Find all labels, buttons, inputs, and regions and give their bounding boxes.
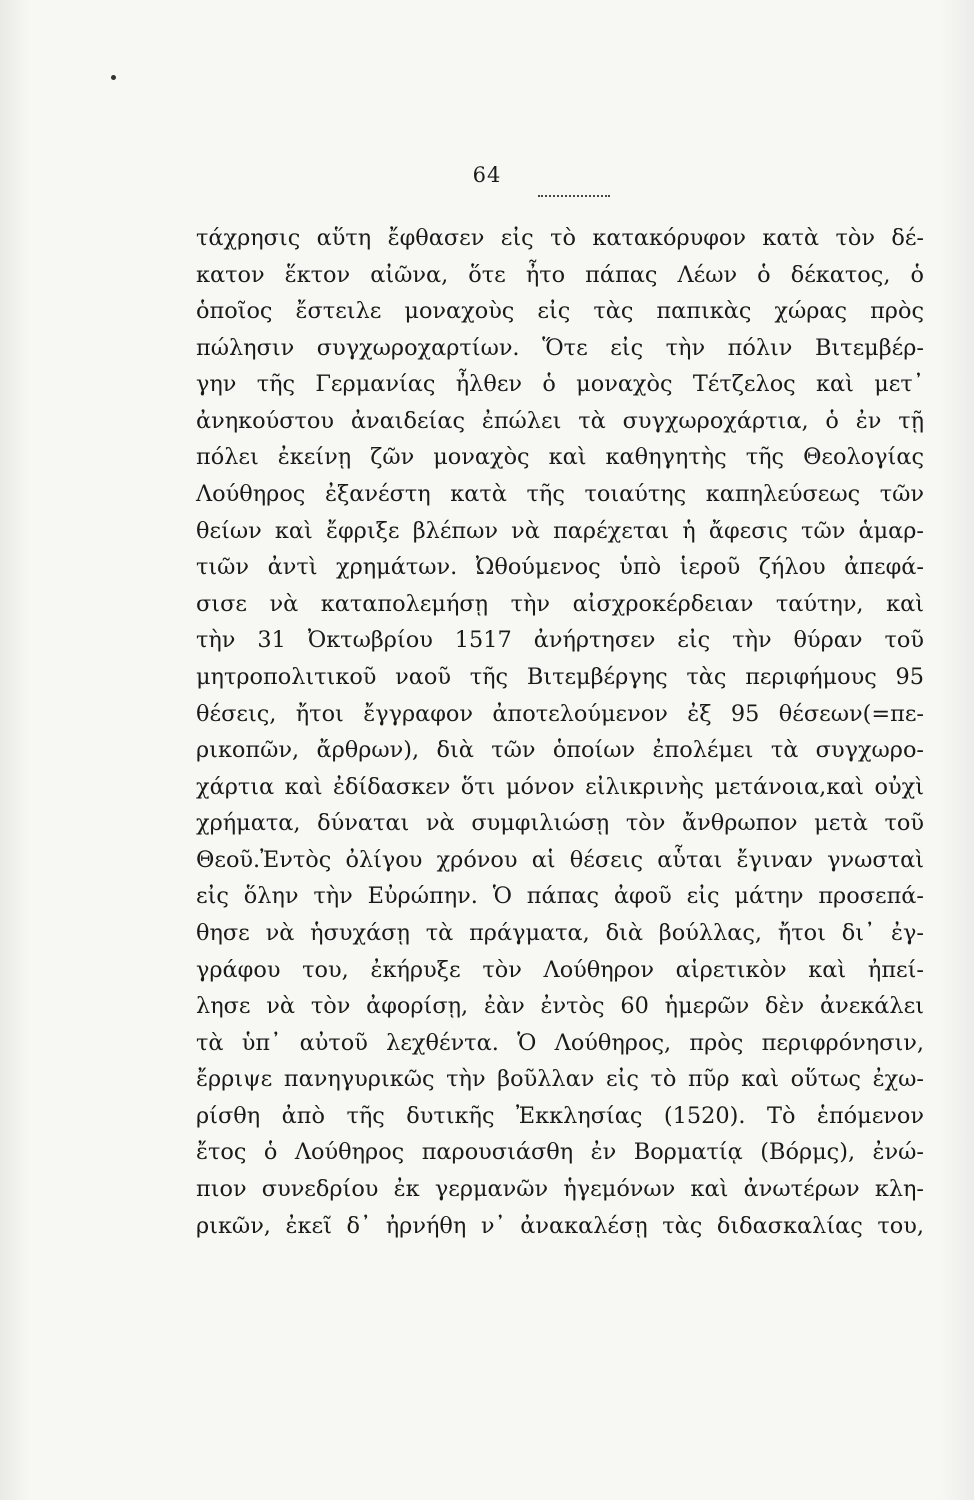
text-line: θησε νὰ ἡσυχάσῃ τὰ πράγματα, διὰ βούλλας, ἤτοι δι᾽ ἐγ-	[196, 919, 924, 946]
text-line: χρήματα, δύναται νὰ συμφιλιώσῃ τὸν ἄνθρωπον μετὰ τοῦ	[196, 810, 924, 837]
text-line: πιον συνεδρίου ἐκ γερμανῶν ἡγεμόνων καὶ ἀνωτέρων κλη-	[196, 1176, 924, 1203]
text-line: τιῶν ἀντὶ χρημάτων. Ὠθούμενος ὑπὸ ἱεροῦ ζήλου ἀπεφά-	[196, 554, 924, 581]
text-line: τὰ ὑπ᾽ αὐτοῦ λεχθέντα. Ὁ Λούθηρος, πρὸς περιφρόνησιν,	[196, 1029, 924, 1056]
text-line: πόλει ἐκείνῃ ζῶν μοναχὸς καὶ καθηγητὴς τῆς Θεολογίας	[196, 444, 924, 471]
text-line: Θεοῦ.Ἐντὸς ὀλίγου χρόνου αἱ θέσεις αὗται ἔγιναν γνωσταὶ	[196, 846, 924, 873]
text-line: πώλησιν συγχωροχαρτίων. Ὅτε εἰς τὴν πόλιν Βιτεμβέρ-	[196, 334, 924, 361]
text-line: τὴν 31 Ὀκτωβρίου 1517 ἀνήρτησεν εἰς τὴν θύραν τοῦ	[196, 627, 924, 654]
text-line: ρικοπῶν, ἄρθρων), διὰ τῶν ὁποίων ἐπολέμει τὰ συγχωρο-	[196, 737, 924, 764]
text-line: ὁποῖος ἔστειλε μοναχοὺς εἰς τὰς παπικὰς χώρας πρὸς	[196, 298, 924, 325]
text-line: θείων καὶ ἔφριξε βλέπων νὰ παρέχεται ἡ ἄφεσις τῶν ἁμαρ-	[196, 517, 924, 544]
text-line: θέσεις, ἤτοι ἔγγραφον ἀποτελούμενον ἐξ 95 θέσεων(=πε-	[196, 700, 924, 727]
text-line: ἔρριψε πανηγυρικῶς τὴν βοῦλλαν εἰς τὸ πῦρ καὶ οὕτως ἐχω-	[196, 1066, 924, 1093]
text-line: τάχρησις αὕτη ἔφθασεν εἰς τὸ κατακόρυφον κατὰ τὸν δέ-	[196, 225, 924, 251]
text-line: ἔτος ὁ Λούθηρος παρουσιάσθη ἐν Βορματίᾳ (Βόρμς), ἐνώ-	[196, 1139, 924, 1166]
text-line: χάρτια καὶ ἐδίδασκεν ὅτι μόνον εἰλικρινὴς μετάνοια,καὶ οὐχὶ	[196, 773, 924, 800]
page-number: 64	[472, 163, 502, 187]
text-line: σισε νὰ καταπολεμήσῃ τὴν αἰσχροκέρδειαν ταύτην, καὶ	[196, 590, 924, 617]
text-line: κατον ἕκτον αἰῶνα, ὅτε ἦτο πάπας Λέων ὁ δέκατος, ὁ	[196, 261, 924, 288]
text-line: γην τῆς Γερμανίας ἦλθεν ὁ μοναχὸς Τέτζελος καὶ μετ᾽	[196, 371, 924, 398]
text-line: ρίσθη ἀπὸ τῆς δυτικῆς Ἐκκλησίας (1520). Τὸ ἑπόμενον	[196, 1102, 924, 1129]
text-line: εἰς ὅλην τὴν Εὐρώπην. Ὁ πάπας ἀφοῦ εἰς μάτην προσεπά-	[196, 883, 924, 910]
text-line: ἀνηκούστου ἀναιδείας ἐπώλει τὰ συγχωροχάρτια, ὁ ἐν τῇ	[196, 407, 924, 434]
body-text	[196, 220, 924, 1244]
text-line: μητροπολιτικοῦ ναοῦ τῆς Βιτεμβέργης τὰς περιφήμους 95	[196, 663, 924, 690]
text-line: λησε νὰ τὸν ἀφορίσῃ, ἐὰν ἐντὸς 60 ἡμερῶν δὲν ἀνεκάλει	[196, 993, 924, 1020]
page-number-rule	[538, 195, 610, 197]
text-line: Λούθηρος ἐξανέστη κατὰ τῆς τοιαύτης καπηλεύσεως τῶν	[196, 481, 924, 508]
text-line: γράφου του, ἐκήρυξε τὸν Λούθηρον αἱρετικὸν καὶ ἠπεί-	[196, 956, 924, 983]
text-line: ρικῶν, ἐκεῖ δ᾽ ἠρνήθη ν᾽ ἀνακαλέσῃ τὰς διδασκαλίας του,	[196, 1212, 924, 1239]
ink-speck	[111, 75, 116, 80]
